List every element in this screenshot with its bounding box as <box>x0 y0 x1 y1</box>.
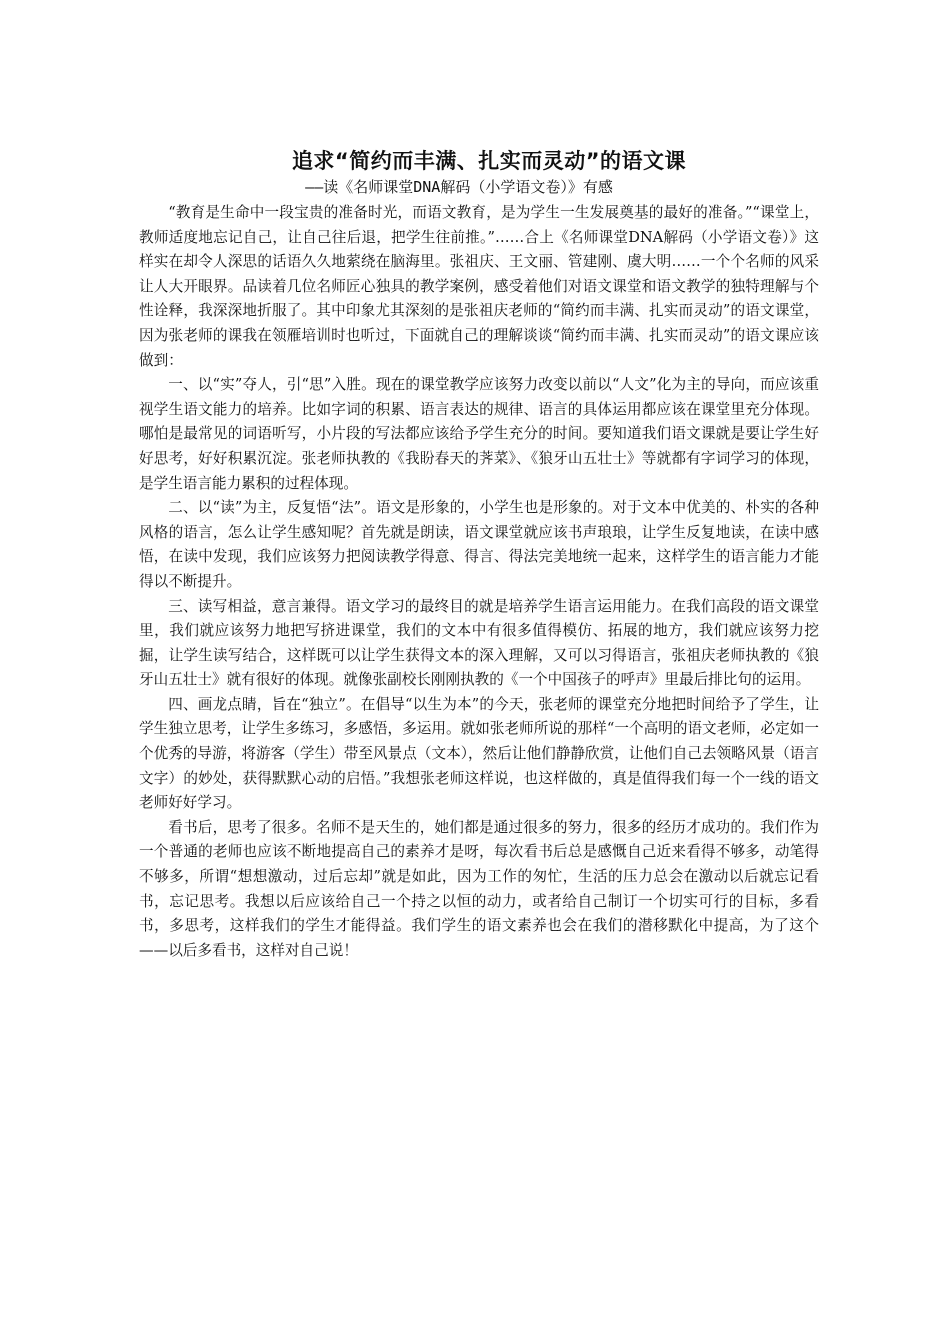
document-title: 追求“简约而丰满、扎实而灵动”的语文课 <box>291 149 687 173</box>
paragraph-point-1: 一、以“实”夺人，引“思”入胜。现在的课堂教学应该努力改变以前以“人文”化为主的导向，而应该重视学生语文能力的培养。比如字词的积累、语言表达的规律、语言的具体运用都应该在课堂里充分体现。哪怕是最常见的词语听写，小片段的写法都应该给予学生充分的时间。要知道我们语文课就是要让学生好好思考，好好积累沉淀。张老师执教的《我盼春天的荠菜》、《狼牙山五壮士》等就都有字词学习的体现，是学生语言能力累积的过程体现。 <box>139 376 819 492</box>
paragraph-point-3: 三、读写相益，意言兼得。语文学习的最终目的就是培养学生语言运用能力。在我们高段的语文课堂里，我们就应该努力地把写挤进课堂，我们的文本中有很多值得模仿、拓展的地方，我们就应该努力挖掘，让学生读写结合，这样既可以让学生获得文本的深入理解，又可以习得语言，张祖庆老师执教的《狼牙山五壮士》就有很好的体现。就像张副校长刚刚执教的《一个中国孩子的呼声》里最后排比句的运用。 <box>139 597 819 689</box>
paragraph-intro: “教育是生命中一段宝贵的准备时光，而语文教育，是为学生一生发展奠基的最好的准备。”“课堂上，教师适度地忘记自己，让自己往后退，把学生往前推。”……合上《名师课堂DNA解码（小学语文卷）》这样实在却令人深思的话语久久地萦绕在脑海里。张祖庆、王文丽、管建刚、虞大明……一个个名师的风采让人大开眼界。品读着几位名师匠心独具的教学案例，感受着他们对语文课堂和语文教学的独特理解与个性诠释，我深深地折服了。其中印象尤其深刻的是张祖庆老师的“简约而丰满、扎实而灵动”的语文课堂，因为张老师的课我在领雁培训时也听过，下面就自己的理解谈谈“简约而丰满、扎实而灵动”的语文课应该做到： <box>139 204 819 369</box>
paragraph-point-2: 二、以“读”为主，反复悟“法”。语文是形象的，小学生也是形象的。对于文本中优美的、朴实的各种风格的语言，怎么让学生感知呢？首先就是朗读，语文课堂就应该书声琅琅，让学生反复地读，在读中感悟，在读中发现，我们应该努力把阅读教学得意、得言、得法完美地统一起来，这样学生的语言能力才能得以不断提升。 <box>139 499 819 590</box>
paragraph-conclusion: 看书后，思考了很多。名师不是天生的，她们都是通过很多的努力，很多的经历才成功的。我们作为一个普通的老师也应该不断地提高自己的素养才是呀，每次看书后总是感慨自己近来看得不够多，动笔得不够多，所谓“想想激动，过后忘却”就是如此，因为工作的匆忙，生活的压力总会在激动以后就忘记看书，忘记思考。我想以后应该给自己一个持之以恒的动力，或者给自己制订一个切实可行的目标，多看书，多思考，这样我们的学生才能得益。我们学生的语文素养也会在我们的潜移默化中提高，为了这个——以后多看书，这样对自己说！ <box>139 818 819 959</box>
document-page <box>139 146 819 963</box>
paragraph-point-4: 四、画龙点睛，旨在“独立”。在倡导“以生为本”的今天，张老师的课堂充分地把时间给予了学生，让学生独立思考，让学生多练习，多感悟，多运用。就如张老师所说的那样“一个高明的语文老师，必定如一个优秀的导游，将游客（学生）带至风景点（文本），然后让他们静静欣赏，让他们自己去领略风景（语言文字）的妙处，获得默默心动的启悟。”我想张老师这样说，也这样做的，真是值得我们每一个一线的语文老师好好学习。 <box>139 695 819 812</box>
document-subtitle: ——读《名师课堂DNA解码（小学语文卷）》有感 <box>305 178 613 196</box>
